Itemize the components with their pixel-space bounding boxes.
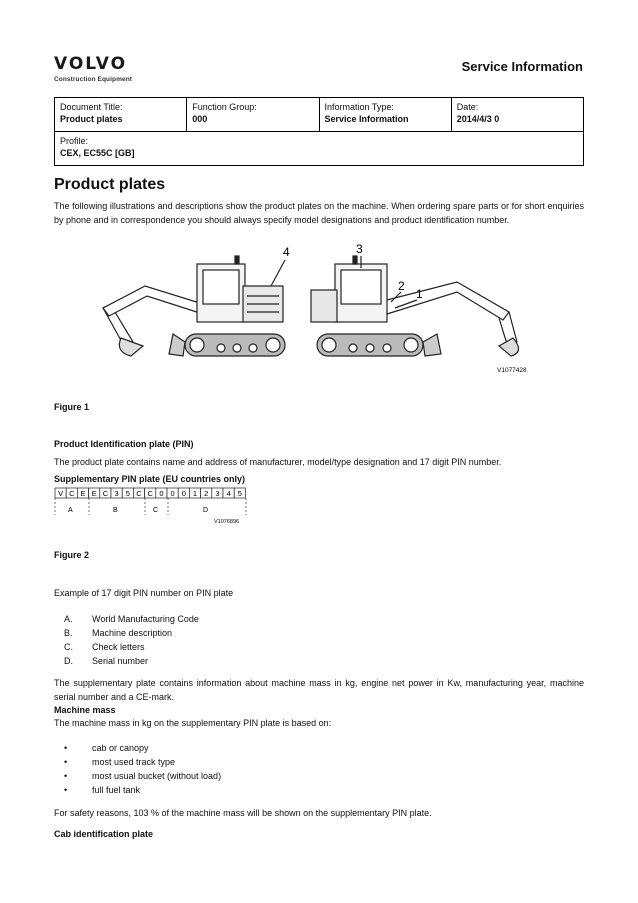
figure2-caption: Figure 2 [54,550,90,560]
pin-char: E [80,489,86,498]
figure1-code: V1077428 [497,367,527,374]
pin-char: E [91,489,97,498]
machine-mass-heading: Machine mass [54,705,116,715]
pin-char: C [102,489,109,498]
pin-char: 0 [181,489,186,498]
list-item: • most used track type [64,757,176,767]
callout-1: 1 [416,287,423,301]
example-text: Example of 17 digit PIN number on PIN plate [54,588,234,598]
pin-diagram [54,487,254,527]
list-item: • full fuel tank [64,785,141,795]
excavator-illustration [85,242,555,376]
mass-basis-list [54,741,584,797]
pin-char: 0 [170,489,175,498]
pin-char: 3 [114,489,119,498]
page-title: Product plates [54,176,166,193]
service-information-label: Service Information [461,59,583,74]
logo-brand: VOLVO [54,54,128,74]
pin-char: 0 [159,489,164,498]
volvo-logo [54,56,132,83]
pin-char: C [147,489,153,498]
list-item: D. Serial number [64,656,149,666]
meta-function-group: Function Group: 000 [187,98,319,132]
list-item: C. Check letters [64,642,145,652]
pin-group-b: B [113,507,118,514]
meta-doc-title: Document Title: Product plates [55,98,187,132]
meta-info-type: Information Type: Service Information [319,98,451,132]
pin-parts-list [54,612,584,668]
supp-pin-heading: Supplementary PIN plate (EU countries only) [54,474,246,484]
meta-date: Date: 2014/4/3 0 [451,98,583,132]
pin-char: C [69,489,75,498]
callout-4: 4 [283,245,290,259]
figure2-code: V1076896 [214,519,240,525]
list-item: • most usual bucket (without load) [64,771,222,781]
list-item: A. World Manufacturing Code [64,614,199,624]
pin-char: 4 [226,489,231,498]
document-meta-table [54,97,584,166]
logo-subtitle: Construction Equipment [54,76,133,83]
cab-plate-heading: Cab identification plate [54,829,154,839]
list-item: B. Machine description [64,628,173,638]
pin-heading: Product Identification plate (PIN) [54,439,194,449]
intro-paragraph: The following illustrations and descriptions show the product plates on the machine. When ordering spare parts or for short enquiries by phone and in correspondence you should always specify model designations and product identification number. [54,201,584,225]
pin-char: 5 [125,489,130,498]
pin-char: 3 [215,489,220,498]
supplementary-text: The supplementary plate contains information about machine mass in kg, engine net power in Kw, manufacturing year, machine serial number and a CE-mark. [54,678,584,702]
meta-profile: Profile: CEX, EC55C [GB] [55,132,584,166]
pin-char: V [58,489,64,498]
pin-char: 2 [204,489,209,498]
figure1-caption: Figure 1 [54,402,90,412]
pin-char: C [136,489,142,498]
pin-text: The product plate contains name and address of manufacturer, model/type designation and 17 digit PIN number. [54,457,502,467]
callout-3: 3 [356,242,363,256]
pin-group-a: A [68,507,73,514]
list-item: • cab or canopy [64,743,149,753]
pin-char: 1 [192,489,198,498]
machine-mass-text: The machine mass in kg on the supplementary PIN plate is based on: [54,718,332,728]
pin-group-d: D [203,507,209,514]
pin-char: 5 [237,489,242,498]
pin-group-c: C [153,507,159,514]
callout-2: 2 [398,279,405,293]
safety-text: For safety reasons, 103 % of the machine mass will be shown on the supplementary PIN plate. [54,808,432,818]
